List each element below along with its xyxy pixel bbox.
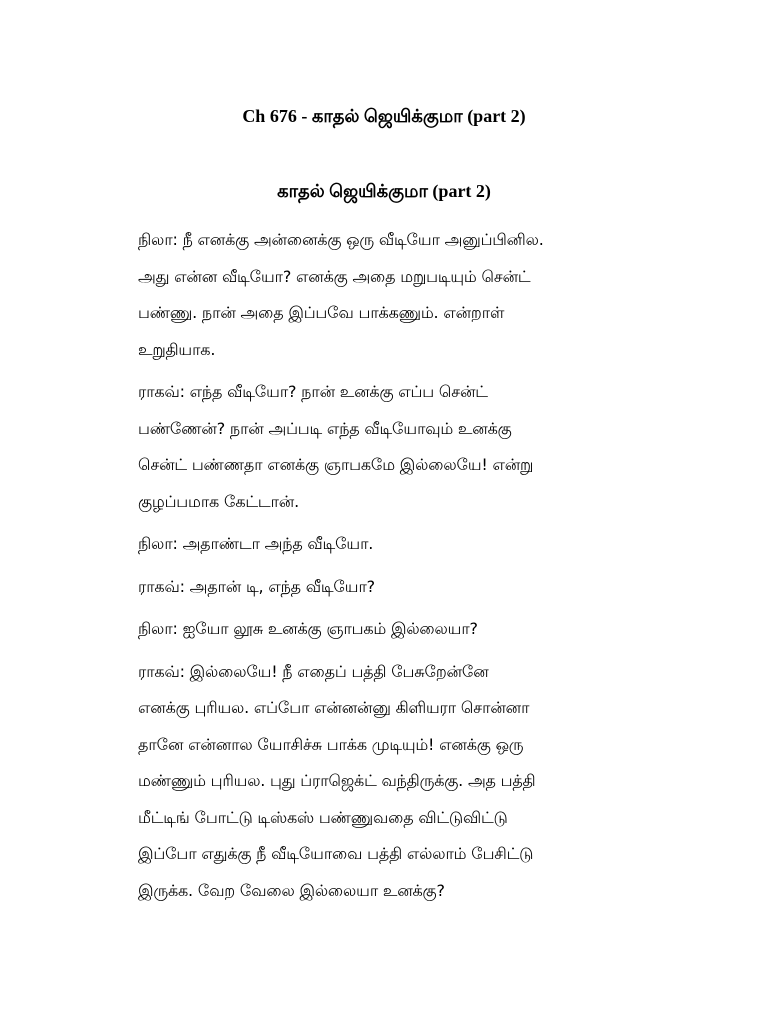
text-line: பண்ணு. நான் அதை இப்பவே பாக்கணும். என்றாள் [138,303,505,322]
text-line: எனக்கு புரியல. எப்போ என்னன்னு கிளியரா சொன்னா [138,698,530,717]
text-line: நிலா: நீ எனக்கு அன்னைக்கு ஒரு வீடியோ அனுப்பினில. [138,230,544,249]
paragraph [138,526,658,563]
text-line: பண்ணேன்? நான் அப்படி எந்த வீடியோவும் உனக்கு [138,418,512,438]
text-line: குழப்பமாக கேட்டான். [138,491,299,511]
text-line: இருக்க. வேற வேலை இல்லையா உனக்கு? [138,880,445,900]
story-body [138,222,658,915]
text-line: தானே என்னால யோசிச்சு பாக்க முடியும்! எனக்கு ஒரு [138,734,524,754]
paragraph [138,569,658,606]
text-line: மீட்டிங் போட்டு டிஸ்கஸ் பண்ணுவதை விட்டுவிட்டு [138,807,508,827]
text-line: சென்ட் பண்ணதா எனக்கு ஞாபகமே இல்லையே! என்று [138,455,534,474]
text-line: நிலா: ஐயோ லூசு உனக்கு ஞாபகம் இல்லையா? [138,619,478,638]
paragraph [138,374,658,520]
text-line: மண்ணும் புரியல. புது ப்ராஜெக்ட் வந்திருக்கு. அத பத்தி [138,771,536,790]
text-line: ராகவ்: எந்த வீடியோ? நான் உனக்கு எப்ப சென்ட் [138,382,488,401]
text-line: நிலா: அதாண்டா அந்த வீடியோ. [138,534,374,553]
paragraph [138,654,658,910]
paragraph [138,222,658,368]
text-line: உறுதியாக. [138,339,216,359]
text-line: அது என்ன வீடியோ? எனக்கு அதை மறுபடியும் சென்ட் [138,266,531,286]
text-line: ராகவ்: அதான் டி, எந்த வீடியோ? [138,576,375,596]
paragraph [138,611,658,648]
text-line: இப்போ எதுக்கு நீ வீடியோவை பத்தி எல்லாம் பேசிட்டு [138,844,534,863]
text-line: ராகவ்: இல்லையே! நீ எதைப் பத்தி பேசுறேன்னே [138,661,489,681]
chapter-title: Ch 676 - காதல் ஜெயிக்குமா (part 2) [242,106,526,126]
section-title: காதல் ஜெயிக்குமா (part 2) [277,181,491,201]
